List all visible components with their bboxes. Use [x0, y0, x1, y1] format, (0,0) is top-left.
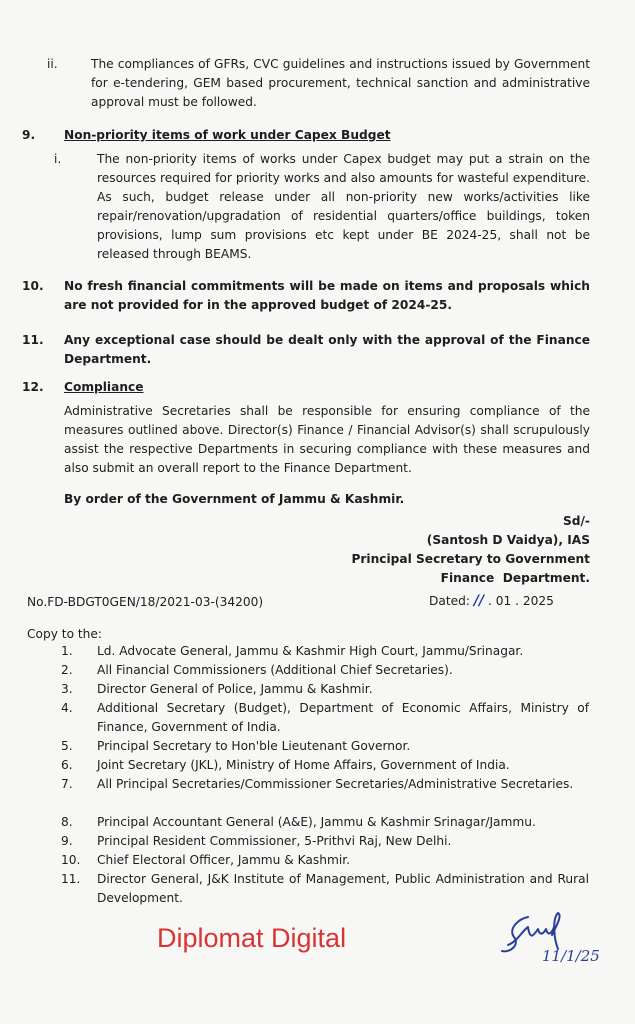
signature-block — [300, 512, 590, 588]
item-ii-text: The compliances of GFRs, CVC guidelines and instructions issued by Government for e-tendering, GEM based procurement, technical sanction and administrative approval must be followed. — [91, 57, 590, 109]
copy-item-text: Chief Electoral Officer, Jammu & Kashmir. — [97, 853, 351, 867]
section-9-heading: Non-priority items of work under Capex Budget — [64, 128, 391, 142]
copy-item-text: All Financial Commissioners (Additional Chief Secretaries). — [97, 663, 453, 677]
section-9-number: 9. — [22, 128, 36, 142]
signatory-sd: Sd/- — [562, 514, 590, 528]
copy-item-text: Director General, J&K Institute of Management, Public Administration and Rural Development. — [97, 872, 589, 905]
item-ii-marker: ii. — [47, 57, 58, 71]
section-12-text: Administrative Secretaries shall be responsible for ensuring compliance of the measures outlined above. Director(s) Finance / Financial Advisor(s) shall scrupulously assist the respective Departments in securing compliance with these measures and also submit an overall report to the Finance Department. — [64, 404, 590, 475]
signatory-department: Finance Department. — [440, 571, 590, 585]
dated-label: Dated: — [429, 594, 470, 608]
handwritten-initials — [500, 905, 620, 975]
copy-item-number: 5. — [61, 739, 73, 753]
copy-item-number: 3. — [61, 682, 73, 696]
copy-item-text: Principal Resident Commissioner, 5-Prithvi Raj, New Delhi. — [97, 834, 452, 848]
copy-item-number: 9. — [61, 834, 73, 848]
copy-item-number: 1. — [61, 644, 73, 658]
copy-to-list — [0, 642, 635, 912]
section-12-heading: Compliance — [64, 380, 144, 394]
copy-item-number: 11. — [61, 872, 81, 886]
section-9-item-i-text: The non-priority items of works under Capex budget may put a strain on the resources required for priority works and also amounts for wasteful expenditure. As such, budget release under all non-priority new works/activities like repair/renovation/upgradation of residential quarters/office buildings, token provisions, lump sum provisions etc kept under BE 2024-25, shall not be released through BEAMS. — [97, 152, 590, 261]
signatory-name: (Santosh D Vaidya), IAS — [426, 533, 590, 547]
copy-item-number: 8. — [61, 815, 73, 829]
section-11-text: Any exceptional case should be dealt only with the approval of the Finance Department. — [64, 333, 590, 366]
initials-date: 11/1/25 — [542, 947, 600, 965]
dated-day-handwritten: // — [473, 593, 485, 609]
copy-item-text: Additional Secretary (Budget), Department of Economic Affairs, Ministry of Finance, Government of India. — [97, 701, 589, 734]
copy-item-text: Principal Secretary to Hon'ble Lieutenant Governor. — [97, 739, 411, 753]
copy-item-number: 2. — [61, 663, 73, 677]
copy-item-text: Principal Accountant General (A&E), Jammu & Kashmir Srinagar/Jammu. — [97, 815, 536, 829]
copy-item-text: Joint Secretary (JKL), Ministry of Home Affairs, Government of India. — [97, 758, 510, 772]
copy-item-number: 4. — [61, 701, 73, 715]
dated-rest: . 01 . 2025 — [487, 594, 554, 608]
reference-date — [429, 592, 554, 611]
section-10-text: No fresh financial commitments will be made on items and proposals which are not provided for in the approved budget of 2024-25. — [64, 279, 590, 312]
copy-item-number: 10. — [61, 853, 81, 867]
copy-item-number: 6. — [61, 758, 73, 772]
section-10-number: 10. — [22, 279, 44, 293]
section-9-item-i-marker: i. — [54, 152, 62, 166]
signatory-designation: Principal Secretary to Government — [351, 552, 590, 566]
watermark-diplomat-digital: Diplomat Digital — [157, 923, 347, 953]
reference-number: No.FD-BDGT0GEN/18/2021-03-(34200) — [27, 595, 264, 609]
copy-item-text: Director General of Police, Jammu & Kashmir. — [97, 682, 373, 696]
section-11-number: 11. — [22, 333, 44, 347]
copy-item-text: All Principal Secretaries/Commissioner Secretaries/Administrative Secretaries. — [97, 777, 574, 791]
copy-item-text: Ld. Advocate General, Jammu & Kashmir High Court, Jammu/Srinagar. — [97, 644, 524, 658]
copy-to-label: Copy to the: — [27, 627, 103, 641]
section-12-number: 12. — [22, 380, 44, 394]
copy-item-number: 7. — [61, 777, 73, 791]
order-line: By order of the Government of Jammu & Kashmir. — [64, 492, 405, 506]
